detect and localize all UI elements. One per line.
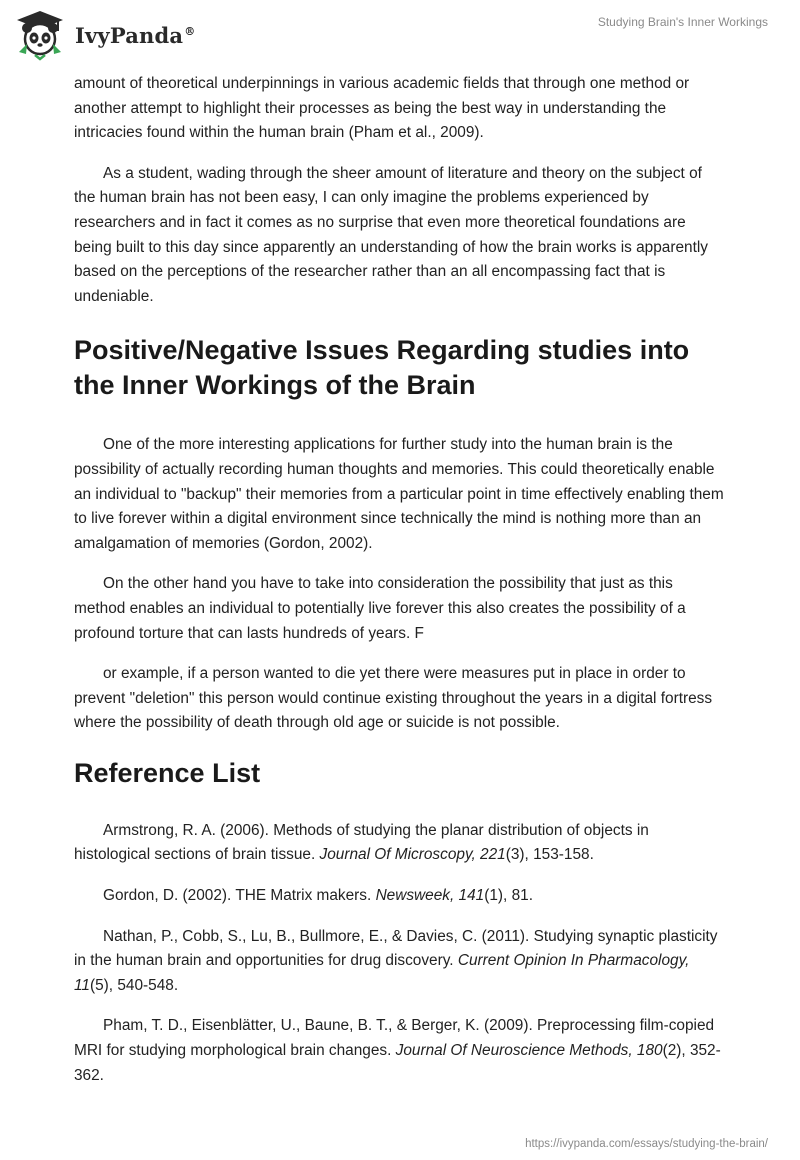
- brand-name: IvyPanda®: [75, 22, 196, 48]
- brand-logo[interactable]: [13, 8, 195, 62]
- document-title: Studying Brain's Inner Workings: [597, 15, 768, 29]
- paragraph: On the other hand you have to take into consideration the possibility that just as this method enables an individual to potentially live forever this also creates the possibility of a profound torture that can lasts hundreds of years. F: [74, 575, 686, 642]
- section-heading: Positive/Negative Issues Regarding studies into the Inner Workings of the Brain: [74, 335, 690, 401]
- page-header: [0, 0, 800, 70]
- reference-item: Pham, T. D., Eisenblätter, U., Baune, B. T., & Berger, K. (2009). Preprocessing film-copied MRI for studying morphological brain changes. Journal Of Neuroscience Methods, 180(2), 352-362.: [74, 1017, 721, 1084]
- paragraph: As a student, wading through the sheer amount of literature and theory on the subject of the human brain has not been easy, I can only imagine the problems experienced by researchers and in fact it comes as no surprise that even more theoretical foundations are being built to this day since apparently an understanding of how the brain works is apparently based on the perceptions of the researcher rather than an all encompassing fact that is undeniable.: [74, 164, 708, 305]
- panda-graduate-icon: [13, 8, 67, 62]
- reference-list-heading: Reference List: [74, 757, 261, 788]
- essay-content: [74, 72, 726, 1104]
- reference-item: Nathan, P., Cobb, S., Lu, B., Bullmore, E., & Davies, C. (2011). Studying synaptic plasticity in the human brain and opportunities for drug discovery. Current Opinion In Pharmacology, 11(5), 540-548.: [74, 927, 718, 994]
- paragraph: amount of theoretical underpinnings in various academic fields that through one method or another attempt to highlight their processes as being the best way in understanding the intricacies found within the human brain (Pham et al., 2009).: [74, 75, 690, 142]
- reference-item: Armstrong, R. A. (2006). Methods of studying the planar distribution of objects in histological sections of brain tissue. Journal Of Microscopy, 221(3), 153-158.: [74, 821, 649, 864]
- footer-url[interactable]: https://ivypanda.com/essays/studying-the-brain/: [525, 1138, 768, 1150]
- reference-item: Gordon, D. (2002). THE Matrix makers. Newsweek, 141(1), 81.: [103, 887, 533, 905]
- paragraph: or example, if a person wanted to die yet there were measures put in place in order to prevent "deletion" this person would continue existing throughout the years in a digital fortress where the possibility of death through old age or suicide is not possible.: [74, 665, 713, 732]
- paragraph: One of the more interesting applications for further study into the human brain is the possibility of actually recording human thoughts and memories. This could theoretically enable an individual to "backup" their memories from a particular point in time effectively enabling them to live forever within a digital environment since technically the mind is nothing more than an amalgamation of memories (Gordon, 2002).: [74, 436, 724, 552]
